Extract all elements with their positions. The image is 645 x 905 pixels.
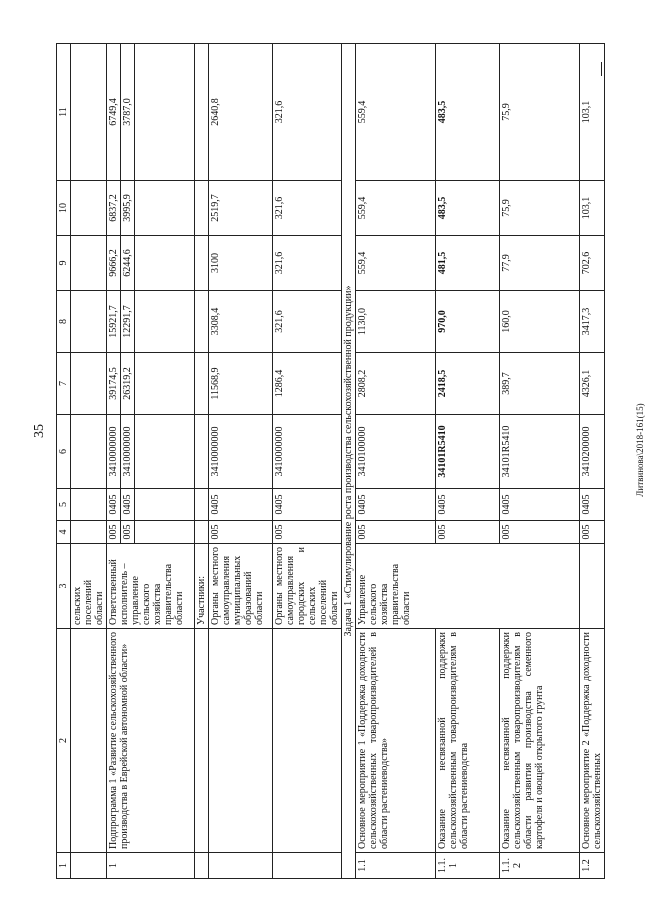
header-cell: 4 (57, 521, 71, 544)
amount-cell: 6749,4 (107, 44, 121, 181)
target-article-code: 3410000000 (107, 415, 121, 489)
amount-cell: 702,6 (580, 236, 605, 291)
amount-cell: 321,6 (273, 44, 342, 181)
amount-cell: 3308,4 (209, 291, 273, 353)
amount-cell: 481,5 (436, 236, 500, 291)
header-cell: 1 (57, 853, 71, 879)
rotated-table-container (56, 44, 603, 879)
header-cell: 9 (57, 236, 71, 291)
grbs-code: 005 (500, 521, 580, 544)
grbs-code: 005 (209, 521, 273, 544)
amount-cell: 970,0 (436, 291, 500, 353)
amount-cell: 75,9 (500, 181, 580, 236)
budget-table (56, 43, 605, 879)
grbs-code: 005 (121, 521, 135, 544)
amount-cell: 1286,4 (273, 353, 342, 415)
amount-cell: 2640,8 (209, 44, 273, 181)
section-code: 0405 (121, 489, 135, 521)
amount-cell: 483,5 (436, 181, 500, 236)
executor-cell: сельских поселений области (71, 544, 107, 629)
target-article-code: 3410100000 (356, 415, 436, 489)
header-cell: 3 (57, 544, 71, 629)
amount-cell: 2418,5 (436, 353, 500, 415)
participants-label: Участники: (195, 544, 209, 629)
amount-cell: 26319,2 (121, 353, 135, 415)
amount-cell: 75,9 (500, 44, 580, 181)
table-row (356, 44, 436, 879)
amount-cell: 483,5 (436, 44, 500, 181)
executor-cell: Ответственный исполнитель – управление сельского хозяйства правительства области (107, 544, 195, 629)
header-cell: 2 (57, 629, 71, 853)
table-row (500, 44, 580, 879)
amount-cell: 39174,5 (107, 353, 121, 415)
amount-cell: 2808,2 (356, 353, 436, 415)
amount-cell: 6244,6 (121, 236, 135, 291)
grbs-code: 005 (107, 521, 121, 544)
amount-cell: 1130,0 (356, 291, 436, 353)
table-row (273, 44, 342, 879)
amount-cell: 3417,3 (580, 291, 605, 353)
table-row (580, 44, 605, 879)
row-number: 1 (107, 853, 195, 879)
header-cell: 10 (57, 181, 71, 236)
section-code: 0405 (209, 489, 273, 521)
header-cell: 7 (57, 353, 71, 415)
target-article-code: 3410000000 (209, 415, 273, 489)
header-cell: 11 (57, 44, 71, 181)
amount-cell: 11568,9 (209, 353, 273, 415)
measure-name: Оказание несвязанной поддержки сельскохозяйственным товаропроизводителям в области растениеводства (436, 629, 500, 853)
target-article-code: 3410000000 (273, 415, 342, 489)
header-cell: 5 (57, 489, 71, 521)
header-row (57, 44, 71, 879)
grbs-code: 005 (580, 521, 605, 544)
amount-cell: 160,0 (500, 291, 580, 353)
target-article-code: 3410200000 (580, 415, 605, 489)
row-number: 1.2 (580, 853, 605, 879)
grbs-code: 005 (273, 521, 342, 544)
amount-cell: 2519,7 (209, 181, 273, 236)
amount-cell: 321,6 (273, 291, 342, 353)
target-article-code: 34101R5410 (500, 415, 580, 489)
amount-cell: 3995,9 (121, 181, 135, 236)
amount-cell: 321,6 (273, 236, 342, 291)
amount-cell: 103,1 (580, 44, 605, 181)
row-number: 1.1 (356, 853, 436, 879)
page-number: 35 (32, 424, 47, 438)
document-reference: Литвинова\2018-161(15) (635, 403, 645, 497)
amount-cell: 559,4 (356, 181, 436, 236)
task-heading: Задача 1 «Стимулирование роста производства сельскохозяйственной продукции» (342, 44, 356, 879)
table-row (195, 44, 209, 879)
amount-cell: 6837,2 (107, 181, 121, 236)
section-code: 0405 (436, 489, 500, 521)
amount-cell: 12291,7 (121, 291, 135, 353)
measure-name: Оказание несвязанной поддержки сельскохозяйственным товаропроизводителям в области развития производства семенного картофеля и овощей открытого грунта (500, 629, 580, 853)
amount-cell: 4326,1 (580, 353, 605, 415)
amount-cell: 3787,0 (121, 44, 135, 181)
executor-cell: Органы местного самоуправления муниципальных образований области (209, 544, 273, 629)
amount-cell: 321,6 (273, 181, 342, 236)
table-row (107, 44, 121, 879)
executor-cell: Органы местного самоуправления городских и сельских поселений области (273, 544, 342, 629)
measure-name: Основное мероприятие 2 «Поддержка доходности сельскохозяйственных (580, 629, 605, 853)
amount-cell: 389,7 (500, 353, 580, 415)
amount-cell: 103,1 (580, 181, 605, 236)
grbs-code: 005 (436, 521, 500, 544)
target-article-code: 34101R5410 (436, 415, 500, 489)
measure-name: Основное мероприятие 1 «Поддержка доходности сельскохозяйственных товаропроизводителей в области растениеводства» (356, 629, 436, 853)
table-row (436, 44, 500, 879)
amount-cell: 9666,2 (107, 236, 121, 291)
amount-cell: 559,4 (356, 44, 436, 181)
header-cell: 6 (57, 415, 71, 489)
executor-cell: Управление сельского хозяйства правительства области (356, 544, 580, 629)
section-code: 0405 (273, 489, 342, 521)
section-code: 0405 (356, 489, 436, 521)
row-number: 1.1.1 (436, 853, 500, 879)
table-row (71, 44, 107, 879)
amount-cell: 3100 (209, 236, 273, 291)
amount-cell: 559,4 (356, 236, 436, 291)
target-article-code: 3410000000 (121, 415, 135, 489)
section-code: 0405 (580, 489, 605, 521)
grbs-code: 005 (356, 521, 436, 544)
amount-cell: 15921,7 (107, 291, 121, 353)
row-number: 1.1.2 (500, 853, 580, 879)
table-row (209, 44, 273, 879)
amount-cell: 77,9 (500, 236, 580, 291)
header-cell: 8 (57, 291, 71, 353)
section-code: 0405 (500, 489, 580, 521)
section-code: 0405 (107, 489, 121, 521)
task-row (342, 44, 356, 879)
subprogram-name: Подпрограмма 1 «Развитие сельскохозяйственного производства в Еврейской автономной области» (107, 629, 195, 853)
